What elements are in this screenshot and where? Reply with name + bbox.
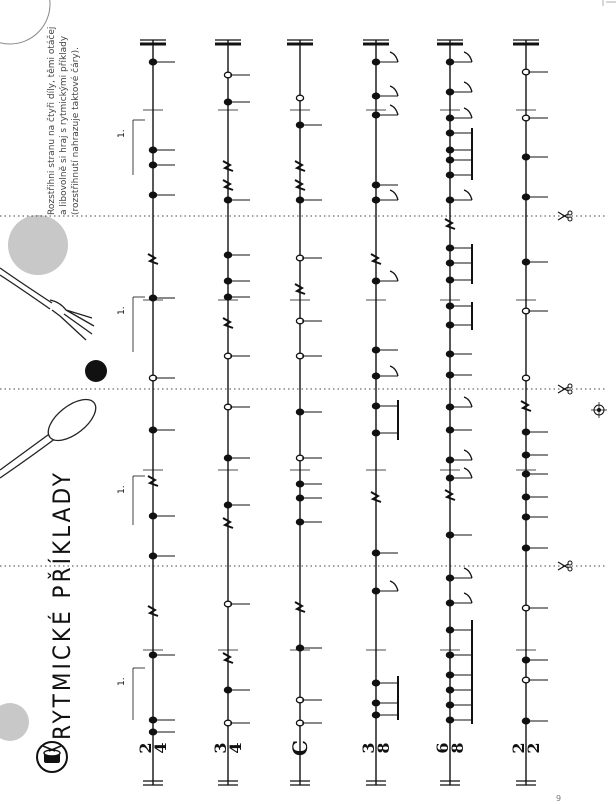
time-signature (211, 742, 245, 753)
note (149, 729, 175, 735)
volta-label: 1. (117, 129, 127, 138)
note (522, 657, 548, 663)
note (296, 720, 322, 726)
time-signature (433, 742, 467, 753)
volta-label: 1. (117, 306, 127, 315)
svg-text:6: 6 (433, 742, 452, 754)
note (446, 672, 472, 678)
note (446, 172, 472, 178)
note (446, 627, 472, 633)
note (296, 255, 322, 261)
volta-label: 1. (117, 485, 127, 494)
note (372, 347, 398, 353)
note (296, 318, 322, 324)
note (446, 322, 472, 328)
note (296, 455, 322, 461)
note (372, 680, 398, 686)
note (149, 513, 175, 519)
note (446, 303, 472, 309)
svg-text:3: 3 (211, 742, 230, 754)
note (522, 308, 548, 314)
svg-text:4: 4 (226, 742, 245, 754)
svg-text:2: 2 (136, 742, 155, 754)
note (149, 59, 175, 65)
note (224, 252, 250, 258)
note (446, 427, 472, 433)
note (296, 409, 322, 415)
note (446, 147, 472, 153)
note (522, 194, 548, 200)
note (522, 718, 548, 724)
note (149, 162, 175, 168)
page-number: 9 (556, 794, 562, 803)
note (224, 278, 250, 284)
note (224, 601, 250, 607)
svg-text:8: 8 (448, 742, 467, 754)
note (296, 519, 322, 525)
instruction-line: Rozstřihni stranu na čtyři díly, těmi otáčej (47, 26, 57, 215)
note (522, 429, 548, 435)
note (522, 471, 548, 477)
volta-bracket (117, 668, 145, 720)
note (446, 532, 472, 538)
note (446, 277, 472, 283)
volta-label: 1. (117, 677, 127, 686)
note (446, 130, 472, 136)
time-signature (359, 742, 393, 753)
note (296, 481, 322, 487)
note (372, 700, 398, 706)
rhythm-row (359, 40, 398, 785)
note (372, 403, 398, 409)
svg-text:3: 3 (359, 742, 378, 754)
note (522, 115, 548, 121)
time-signature (288, 740, 312, 756)
note (296, 495, 322, 501)
rhythm-row (211, 40, 250, 785)
note (522, 259, 548, 265)
note (446, 351, 472, 357)
note (522, 69, 548, 75)
note (149, 717, 175, 723)
note (446, 372, 472, 378)
note (296, 95, 303, 101)
note (296, 122, 322, 128)
note (372, 712, 398, 718)
note (446, 157, 472, 163)
volta-bracket (117, 297, 145, 352)
note (446, 687, 472, 693)
instructions (46, 27, 82, 215)
note (522, 154, 548, 160)
note (446, 702, 472, 708)
note (372, 182, 398, 188)
time-signature (509, 742, 543, 753)
time-signature (136, 742, 170, 753)
note (224, 687, 250, 693)
note (224, 404, 250, 410)
note (224, 72, 250, 78)
note (446, 652, 472, 658)
note (522, 605, 548, 611)
note (224, 720, 250, 726)
note (372, 550, 398, 556)
note (446, 260, 472, 266)
rhythm-row (287, 40, 322, 785)
note (296, 197, 322, 203)
svg-text:4: 4 (151, 742, 170, 754)
note (149, 192, 175, 198)
note (149, 553, 175, 559)
svg-text:2: 2 (509, 742, 528, 754)
note (522, 677, 548, 683)
svg-text:C: C (288, 740, 312, 756)
note (149, 147, 175, 153)
note (149, 427, 175, 433)
svg-text:8: 8 (374, 742, 393, 754)
note (149, 375, 175, 381)
page-title: RYTMICKÉ PŘÍKLADY (48, 470, 76, 740)
note (446, 717, 472, 723)
note (224, 99, 250, 105)
rhythm-row (433, 40, 472, 785)
note (224, 353, 250, 359)
note (149, 652, 175, 658)
note (296, 697, 322, 703)
note (224, 294, 250, 300)
note (522, 494, 548, 500)
instruction-line: (rozstřihnutí nahrazuje taktové čáry). (71, 46, 81, 215)
rhythm-row (136, 40, 175, 785)
svg-text:2: 2 (524, 742, 543, 754)
note (224, 455, 250, 461)
rhythm-row (509, 40, 548, 785)
volta-bracket (117, 476, 145, 525)
note (522, 514, 548, 520)
note (296, 353, 322, 359)
instruction-line: a libovolně si hraj s rytmickými příklady (59, 35, 69, 215)
note (522, 375, 529, 381)
note (522, 452, 548, 458)
note (224, 197, 250, 203)
volta-bracket (117, 120, 145, 175)
note (522, 545, 548, 551)
note (224, 502, 250, 508)
note (372, 430, 398, 436)
note (446, 245, 472, 251)
